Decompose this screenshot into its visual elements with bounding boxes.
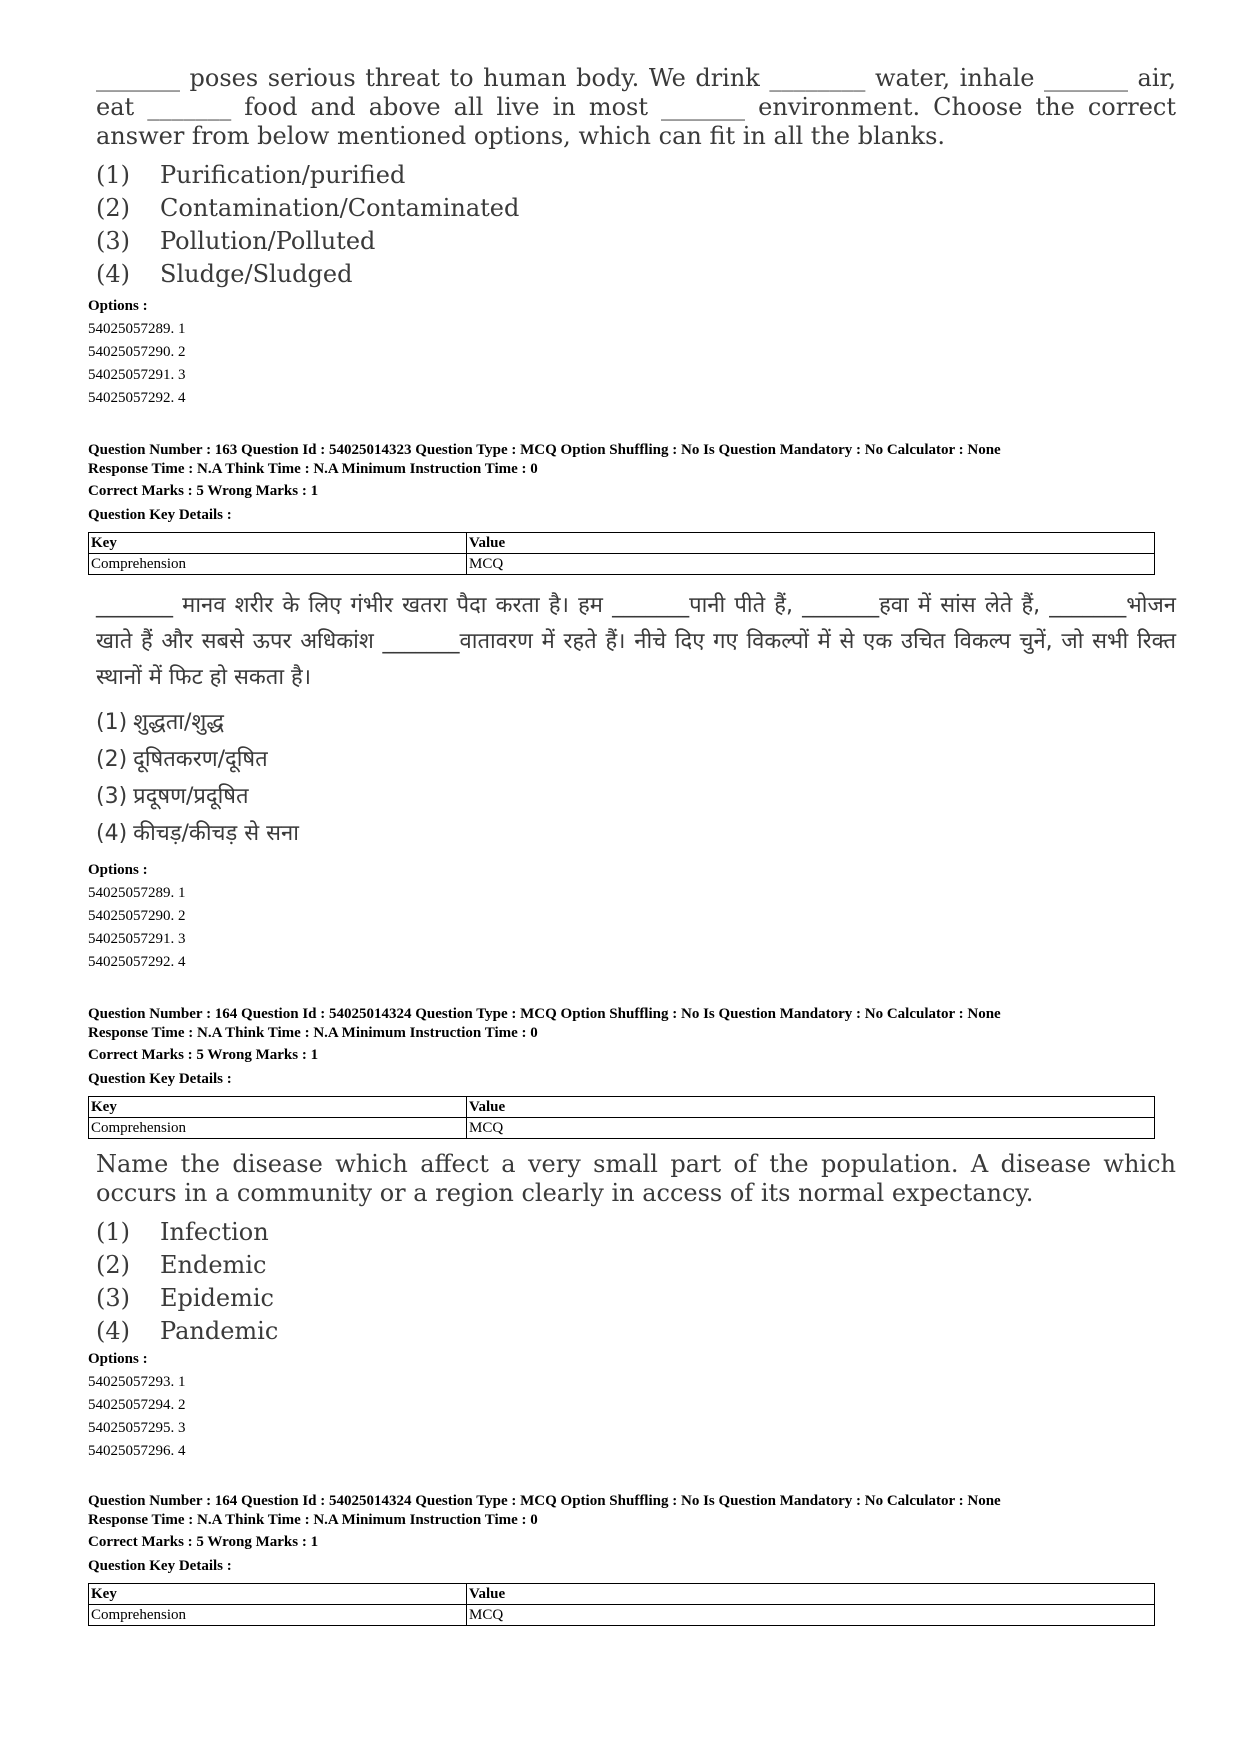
options-block [88,1348,1168,1463]
table-header-key: Key [89,1584,467,1605]
key-details-label: Question Key Details : [88,1557,232,1574]
question-meta-line: Question Number : 164 Question Id : 54025014324 Question Type : MCQ Option Shuffling : No Is Question Mandatory : No Calculator : None [88,1493,1001,1509]
table-header-key: Key [89,1097,467,1118]
question-stem: _______ मानव शरीर के लिए गंभीर खतरा पैदा करता है। हम _______पानी पीते हैं, _______हवा में सांस लेते हैं, _______भोजन खाते हैं और सबसे ऊपर अधिकांश _______वातावरण में रहते हैं। नीचे दिए गए विकल्पों में से एक उचित विकल्प चुनें, जो सभी रिक्त स्थानों में फिट हो सकता है। [96,593,1176,690]
table-header-value: Value [467,1584,1155,1605]
option-id: 54025057289. 1 [88,321,186,337]
options-block [88,295,1168,410]
choice-item: (3) Epidemic [96,1284,274,1312]
choice-item: (3) प्रदूषण/प्रदूषित [96,784,249,809]
option-id: 54025057290. 2 [88,344,186,360]
question-marks: Correct Marks : 5 Wrong Marks : 1 [88,1047,319,1063]
table-cell-key: Comprehension [89,554,467,575]
choice-item: (1) शुद्धता/शुद्ध [96,710,224,735]
key-details-label: Question Key Details : [88,1070,232,1087]
option-id: 54025057296. 4 [88,1443,186,1459]
option-id: 54025057291. 3 [88,931,186,947]
question-image-english [96,1150,1176,1348]
option-id: 54025057289. 1 [88,885,186,901]
question-marks: Correct Marks : 5 Wrong Marks : 1 [88,1534,319,1550]
option-id: 54025057292. 4 [88,954,186,970]
choice-item: (2) Contamination/Contaminated [96,194,520,222]
option-id: 54025057290. 2 [88,908,186,924]
choice-list [96,704,1176,852]
option-id: 54025057294. 2 [88,1397,186,1413]
options-label: Options : [88,298,148,314]
question-time-line: Response Time : N.A Think Time : N.A Minimum Instruction Time : 0 [88,460,538,477]
choice-item: (2) Endemic [96,1251,267,1279]
question-marks: Correct Marks : 5 Wrong Marks : 1 [88,483,319,499]
options-block [88,859,1168,974]
option-id: 54025057292. 4 [88,390,186,406]
question-header [88,441,1168,524]
choice-item: (3) Pollution/Polluted [96,227,376,255]
choice-item: (1) Purification/purified [96,161,406,189]
key-details-table [88,532,1155,575]
choice-item: (4) Pandemic [96,1317,279,1345]
choice-item: (4) Sludge/Sludged [96,260,353,288]
option-id: 54025057293. 1 [88,1374,186,1390]
option-id: 54025057295. 3 [88,1420,186,1436]
options-label: Options : [88,862,148,878]
table-cell-value: MCQ [467,1118,1155,1139]
table-cell-key: Comprehension [89,1118,467,1139]
question-stem: Name the disease which affect a very small part of the population. A disease which occurs in a community or a region clearly in access of its normal expectancy. [96,1150,1176,1207]
choice-item: (4) कीचड़/कीचड़ से सना [96,821,299,846]
table-header-value: Value [467,533,1155,554]
table-header-key: Key [89,533,467,554]
options-label: Options : [88,1351,148,1367]
table-cell-value: MCQ [467,1605,1155,1626]
choice-item: (2) दूषितकरण/दूषित [96,747,268,772]
question-header [88,1005,1168,1088]
key-details-label: Question Key Details : [88,506,232,523]
choice-list [96,1216,1176,1348]
question-meta-line: Question Number : 164 Question Id : 54025014324 Question Type : MCQ Option Shuffling : No Is Question Mandatory : No Calculator : None [88,1006,1001,1022]
table-cell-key: Comprehension [89,1605,467,1626]
question-meta-line: Question Number : 163 Question Id : 54025014323 Question Type : MCQ Option Shuffling : No Is Question Mandatory : No Calculator : None [88,442,1001,458]
choice-list [96,159,1176,291]
question-image-english [96,64,1176,291]
table-cell-value: MCQ [467,554,1155,575]
question-time-line: Response Time : N.A Think Time : N.A Minimum Instruction Time : 0 [88,1024,538,1041]
key-details-table [88,1096,1155,1139]
option-id: 54025057291. 3 [88,367,186,383]
choice-item: (1) Infection [96,1218,269,1246]
key-details-table [88,1583,1155,1626]
table-header-value: Value [467,1097,1155,1118]
question-header [88,1492,1168,1575]
question-stem: _______ poses serious threat to human body. We drink ________ water, inhale _______ air, eat _______ food and above all live in most _______ environment. Choose the correct answer from below mentioned options, which can fit in all the blanks. [96,64,1176,150]
question-time-line: Response Time : N.A Think Time : N.A Minimum Instruction Time : 0 [88,1511,538,1528]
question-image-hindi [96,588,1176,852]
